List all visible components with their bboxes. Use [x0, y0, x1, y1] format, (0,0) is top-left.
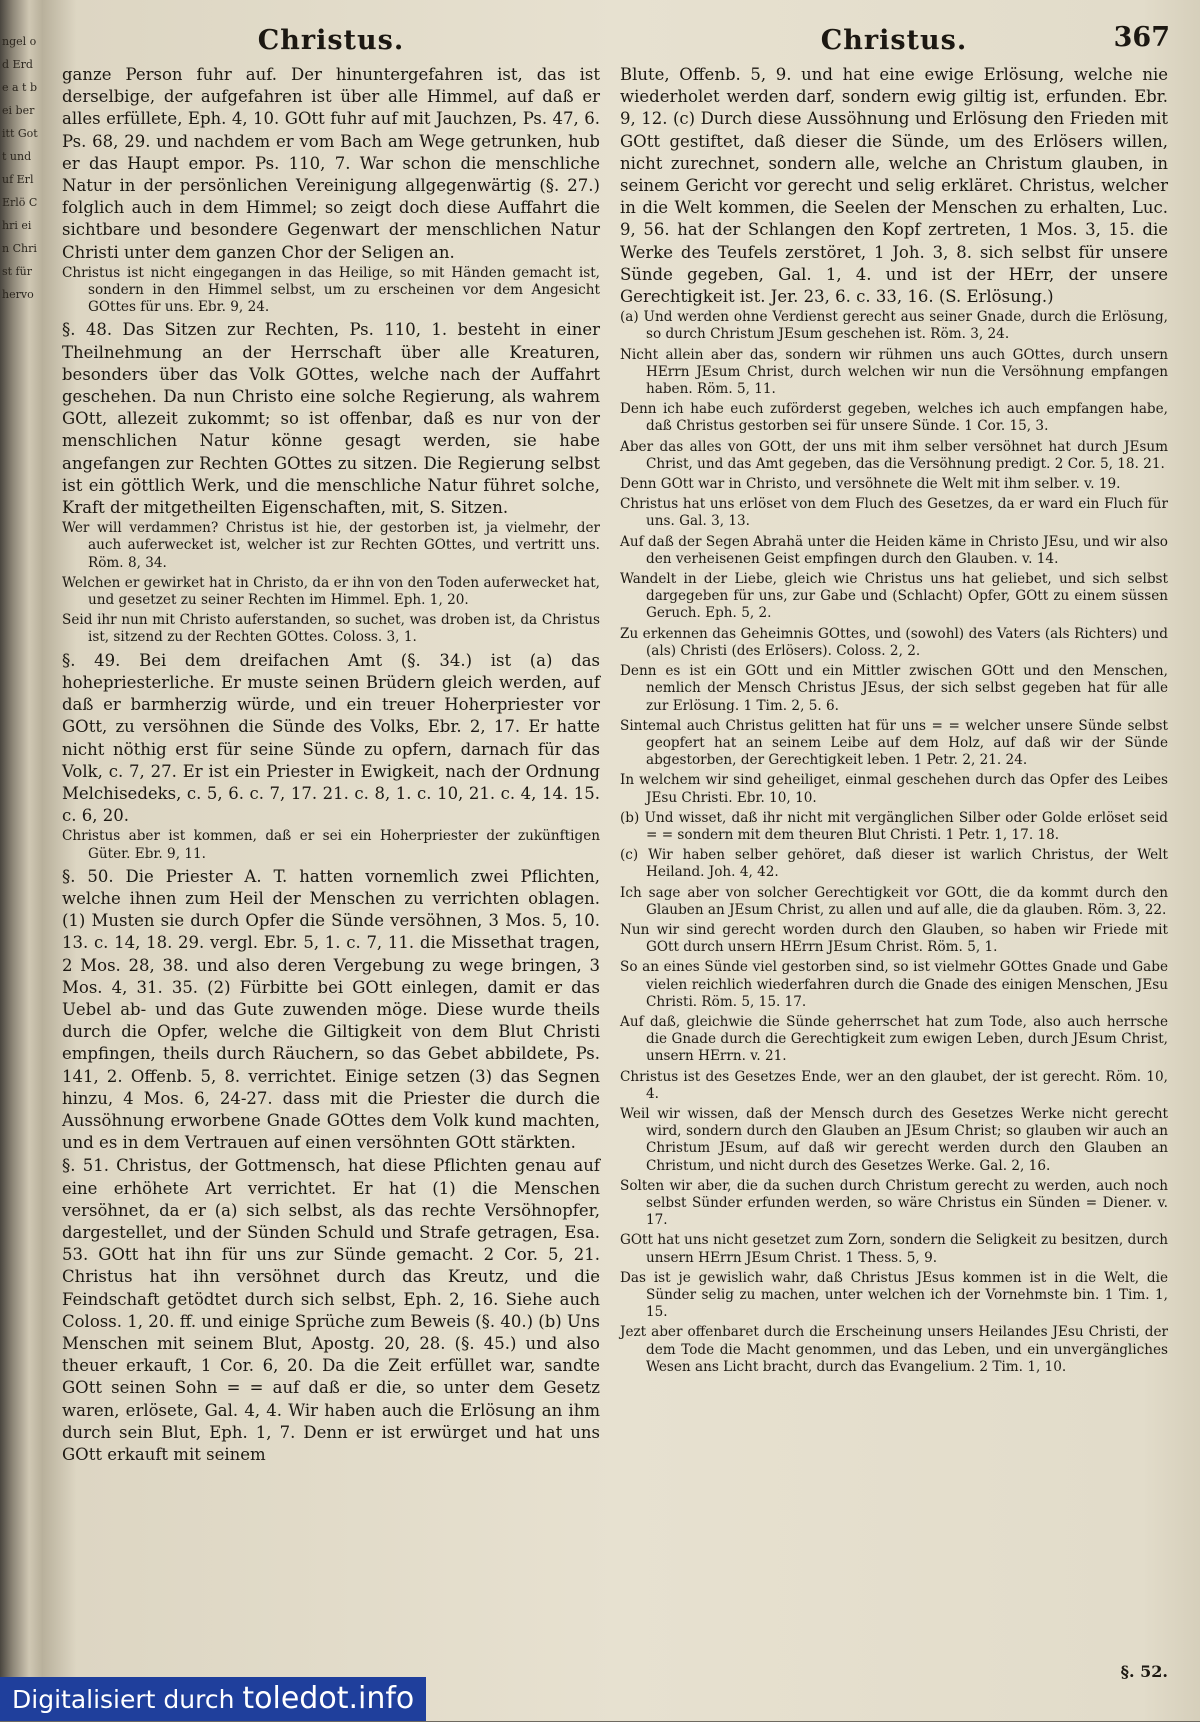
scripture-citation: Zu erkennen das Geheimnis GOttes, und (sowohl) des Vaters (als Richters) und (als) Christi (des Erlösers). Coloss. 2, 2.	[620, 625, 1168, 659]
right-column	[620, 24, 1168, 1379]
adjacent-page-gutter	[0, 0, 42, 1721]
scripture-citation: (a) Und werden ohne Verdienst gerecht aus seiner Gnade, durch die Erlösung, so durch Christum JEsum geschehen ist. Röm. 3, 24.	[620, 309, 1168, 343]
scripture-citation: Aber das alles von GOtt, der uns mit ihm selber versöhnet hat durch JEsum Christ, und das Amt gegeben, das die Versöhnung predigt. 2 Cor. 5, 18. 21.	[620, 438, 1168, 472]
scripture-citation: In welchem wir sind geheiliget, einmal geschehen durch das Opfer des Leibes JEsu Christi. Ebr. 10, 10.	[620, 772, 1168, 806]
scripture-citation: Christus ist nicht eingegangen in das Heilige, so mit Händen gemacht ist, sondern in den Himmel selbst, um zu erscheinen vor dem Angesicht GOttes für uns. Ebr. 9, 24.	[62, 264, 600, 316]
running-header-left: Christus.	[257, 25, 405, 56]
scripture-citation: GOtt hat uns nicht gesetzet zum Zorn, sondern die Seligkeit zu besitzen, durch unsern HErrn JEsum Christ. 1 Thess. 5, 9.	[620, 1232, 1168, 1266]
scripture-citation: Wandelt in der Liebe, gleich wie Christus uns hat geliebet, und sich selbst dargegeben für uns, zur Gabe und (Schlacht) Opfer, GOtt zu einem süssen Geruch. Eph. 5, 2.	[620, 571, 1168, 622]
scripture-citation: Nicht allein aber das, sondern wir rühmen uns auch GOttes, durch unsern HErrn JEsum Christ, durch welchen wir nun die Versöhnung empfangen haben. Röm. 5, 11.	[620, 346, 1168, 398]
page-number: 367	[1113, 22, 1170, 53]
scripture-citation: Weil wir wissen, daß der Mensch durch des Gesetzes Werke nicht gerecht wird, sondern durch den Glauben an JEsum Christ; so glauben wir auch an Christum JEsum, auf daß wir gerecht werden durch den Glauben an Christum, und nicht durch des Gesetzes Werke. Gal. 2, 16.	[620, 1105, 1168, 1174]
left-column	[62, 24, 600, 1467]
scripture-citation: Auf daß, gleichwie die Sünde geherrschet hat zum Tode, also auch herrsche die Gnade durch die Gerechtigkeit zum ewigen Leben, durch JEsum Christ, unsern HErrn. v. 21.	[620, 1013, 1168, 1065]
scripture-citation: Denn es ist ein GOtt und ein Mittler zwischen GOtt und den Menschen, nemlich der Mensch Christus JEsus, der sich selbst gegeben hat für alle zur Erlösung. 1 Tim. 2, 5. 6.	[620, 663, 1168, 714]
scripture-citation: Solten wir aber, die da suchen durch Christum gerecht zu werden, auch noch selbst Sünder erfunden werden, so wäre Christus ein Sünden = Diener. v. 17.	[620, 1177, 1168, 1229]
watermark-prefix: Digitalisiert durch	[12, 1685, 235, 1714]
scripture-citation: Wer will verdammen? Christus ist hie, der gestorben ist, ja vielmehr, der auch auferwecket ist, welcher ist zur Rechten GOttes, und vertritt uns. Röm. 8, 34.	[62, 520, 600, 571]
body-paragraph: §. 50. Die Priester A. T. hatten vornemlich zwei Pflichten, welche ihnen zum Heil der Menschen zu verrichten oblagen. (1) Musten sie durch Opfer die Sünde versöhnen, 3 Mos. 5, 10. 13. c. 14, 18. 29. vergl. Ebr. 5, 1. c. 7, 11. die Missethat tragen, 2 Mos. 28, 38. und also deren Vergebung zu wege bringen, 3 Mos. 4, 31. 35. (2) Fürbitte bei GOtt einlegen, damit er das Uebel ab- und das Gute zuwenden möge. Diese wurde theils durch die Opfer, welche die Giltigkeit von dem Blut Christi empfingen, theils durch Räuchern, so das Gebet abbildete, Ps. 141, 2. Offenb. 5, 8. verrichtet. Einige setzen (3) das Segnen hinzu, 4 Mos. 6, 24-27. dass mit die Priester die durch die Aussöhnung erworbene Gnade GOttes dem Volk kund machten, und es in dem Vertrauen auf einen versöhnten GOtt stärkten.	[62, 866, 600, 1153]
watermark-brand: toledot.info	[242, 1681, 415, 1716]
body-paragraph: §. 51. Christus, der Gottmensch, hat diese Pflichten genau auf eine erhöhete Art verrichtet. Er hat (1) die Menschen versöhnet, da er (a) sich selbst, als das rechte Versöhnopfer, dargestellet, und der Sünden Schuld und Strafe getragen, Esa. 53. GOtt hat ihn für uns zur Sünde gemacht. 2 Cor. 5, 21. Christus hat ihn versöhnet durch das Kreutz, und die Feindschaft getödtet durch sich selbst, Eph. 2, 16. Siehe auch Coloss. 1, 20. ff. und einige Sprüche zum Beweis (§. 40.) (b) Uns Menschen mit seinem Blut, Apostg. 20, 28. (§. 45.) und also theuer erkauft, 1 Cor. 6, 20. Da die Zeit erfüllet war, sandte GOtt seinen Sohn = = auf daß er die, so unter dem Gesetz waren, erlösete, Gal. 4, 4. Wir haben auch die Erlösung an ihm durch sein Blut, Eph. 1, 7. Denn er ist erwürget und hat uns GOtt erkauft mit seinem	[62, 1156, 600, 1464]
book-page	[42, 0, 1200, 1721]
scripture-citation: Seid ihr nun mit Christo auferstanden, so suchet, was droben ist, da Christus ist, sitzend zu der Rechten GOttes. Coloss. 3, 1.	[62, 612, 600, 646]
running-header-right: Christus.	[820, 25, 968, 56]
scripture-citation: (b) Und wisset, daß ihr nicht mit vergänglichen Silber oder Golde erlöset seid = = sondern mit dem theuren Blut Christi. 1 Petr. 1, 17. 18.	[620, 809, 1168, 843]
scripture-citation: Denn ich habe euch zuförderst gegeben, welches ich auch empfangen habe, daß Christus gestorben sei für unsere Sünde. 1 Cor. 15, 3.	[620, 401, 1168, 435]
body-paragraph: Blute, Offenb. 5, 9. und hat eine ewige Erlösung, welche nie wiederholet werden darf, sondern ewig giltig ist, erfunden. Ebr. 9, 12. (c) Durch diese Aussöhnung und Erlösung den Frieden mit GOtt gestiftet, daß dieser die Sünde, um des Erlösers willen, nicht zurechnet, sondern alle, welche an Christum glauben, in seinem Gericht vor gerecht und selig erkläret. Christus, welcher in die Welt kommen, die Seelen der Menschen zu erhalten, Luc. 9, 56. hat der Schlangen den Kopf zertreten, 1 Mos. 3, 15. die Werke des Teufels zerstöret, 1 Joh. 3, 8. sich selbst für unsere Sünde gegeben, Gal. 1, 4. und ist der HErr, der unsere Gerechtigkeit ist. Jer. 23, 6. c. 33, 16. (S. Erlösung.)	[620, 65, 1168, 307]
scripture-citation: Nun wir sind gerecht worden durch den Glauben, so haben wir Friede mit GOtt durch unsern HErrn JEsum Christ. Röm. 5, 1.	[620, 921, 1168, 956]
scripture-citation: So an eines Sünde viel gestorben sind, so ist vielmehr GOttes Gnade und Gabe vielen reichlich wiederfahren durch die Gnade des einigen Menschen, JEsu Christi. Röm. 5, 15. 17.	[620, 959, 1168, 1010]
scripture-citation: Auf daß der Segen Abrahä unter die Heiden käme in Christo JEsu, und wir also den verheisenen Geist empfingen durch den Glauben. v. 14.	[620, 533, 1168, 567]
right-column-body	[620, 64, 1168, 1376]
scripture-citation: Jezt aber offenbaret durch die Erscheinung unsers Heilandes JEsu Christi, der dem Tode die Macht genommen, und das Leben, und ein unvergängliches Wesen ans Licht bracht, durch das Evangelium. 2 Tim. 1, 10.	[620, 1324, 1168, 1375]
scripture-citation: Christus aber ist kommen, daß er sei ein Hoherpriester der zukünftigen Güter. Ebr. 9, 11.	[62, 828, 600, 862]
adjacent-page-fragment: ngel od Erde a t bei ber itt Gott und uf Erl Erlö Chri ein Christ für hervo	[2, 35, 38, 301]
body-paragraph: §. 49. Bei dem dreifachen Amt (§. 34.) ist (a) das hohepriesterliche. Er muste seinen Brüdern gleich werden, auf daß er barmherzig würde, und ein treuer Hoherpriester vor GOtt, zu versöhnen die Sünde des Volks, Ebr. 2, 17. Er hatte nicht nöthig erst für seine Sünde zu opfern, darnach für das Volk, c. 7, 27. Er ist ein Priester in Ewigkeit, nach der Ordnung Melchisedeks, c. 5, 6. c. 7, 17. 21. c. 8, 1. c. 10, 21. c. 4, 14. 15. c. 6, 20.	[62, 650, 600, 826]
left-column-body	[62, 64, 600, 1466]
scripture-citation: Welchen er gewirket hat in Christo, da er ihn von den Toden auferwecket hat, und gesetzet zu seiner Rechten im Himmel. Eph. 1, 20.	[62, 574, 600, 609]
scripture-citation: (c) Wir haben selber gehöret, daß dieser ist warlich Christus, der Welt Heiland. Joh. 4, 42.	[620, 847, 1168, 881]
scripture-citation: Das ist je gewislich wahr, daß Christus JEsus kommen ist in die Welt, die Sünder selig zu machen, unter welchen ich der Vornehmste bin. 1 Tim. 1, 15.	[620, 1269, 1168, 1321]
scripture-citation: Ich sage aber von solcher Gerechtigkeit vor GOtt, die da kommt durch den Glauben an JEsum Christ, zu allen und auf alle, die da glauben. Röm. 3, 22.	[620, 884, 1168, 918]
scripture-citation: Christus ist des Gesetzes Ende, wer an den glaubet, der ist gerecht. Röm. 10, 4.	[620, 1068, 1168, 1102]
catchword: §. 52.	[1120, 1662, 1168, 1681]
body-paragraph: §. 48. Das Sitzen zur Rechten, Ps. 110, 1. besteht in einer Theilnehmung an der Herrschaft über alle Kreaturen, besonders über das Volk GOttes, welche nach der Auffahrt geschehen. Da nun Christo eine solche Regierung, als wahrem GOtt, allezeit zukommt; so ist offenbar, daß es nur von der menschlichen Natur könne gesagt werden, sie habe angefangen zur Rechten GOttes zu sitzen. Die Regierung selbst ist ein göttlich Werk, und die menschliche Natur führet solche, Kraft der mitgetheilten Eigenschaften, mit, S. Sitzen.	[62, 320, 600, 518]
body-paragraph: ganze Person fuhr auf. Der hinuntergefahren ist, das ist derselbige, der aufgefahren ist über alle Himmel, auf daß er alles erfüllete, Eph. 4, 10. GOtt fuhr auf mit Jauchzen, Ps. 47, 6. Ps. 68, 29. und nachdem er vom Bach am Wege getrunken, hub er das Haupt empor. Ps. 110, 7. War schon die menschliche Natur in der persönlichen Vereinigung allgegenwärtig (§. 27.) folglich auch in dem Himmel; so zeigt doch diese Auffahrt die sichtbare und besondere Gegenwart der menschlichen Natur Christi unter dem ganzen Chor der Seligen an.	[62, 65, 600, 262]
digitization-watermark[interactable]	[0, 1677, 426, 1721]
scripture-citation: Sintemal auch Christus gelitten hat für uns = = welcher unsere Sünde selbst geopfert hat an seinem Leibe auf dem Holz, auf daß wir der Sünde abgestorben, der Gerechtigkeit leben. 1 Petr. 2, 21. 24.	[620, 717, 1168, 769]
scripture-citation: Christus hat uns erlöset von dem Fluch des Gesetzes, da er ward ein Fluch für uns. Gal. 3, 13.	[620, 496, 1168, 530]
scripture-citation: Denn GOtt war in Christo, und versöhnete die Welt mit ihm selber. v. 19.	[620, 476, 1121, 493]
